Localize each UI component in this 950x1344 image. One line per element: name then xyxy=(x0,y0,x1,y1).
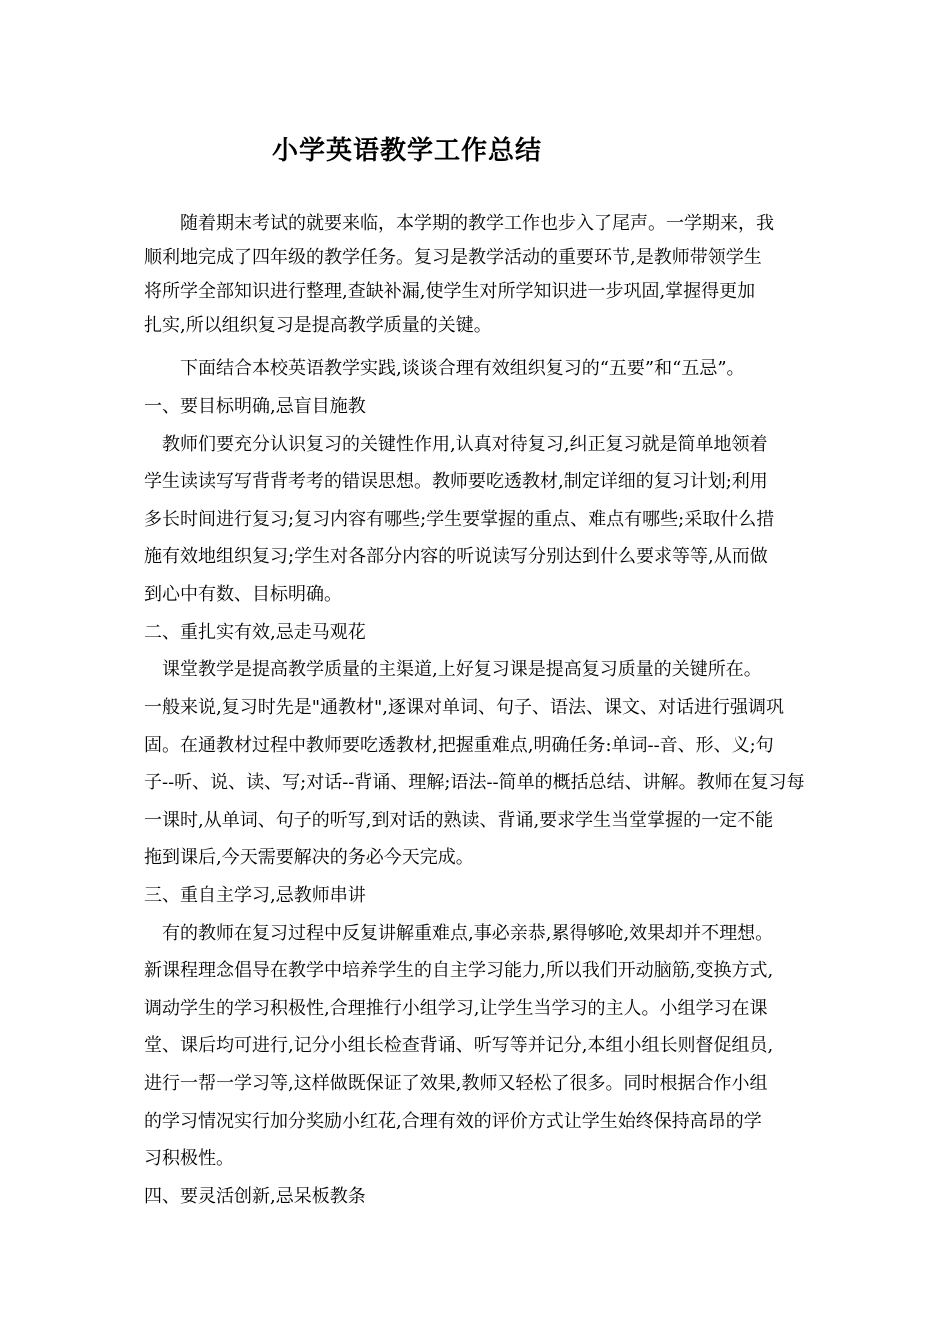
body-line: 进行一帮一学习等,这样做既保证了效果,教师又轻松了很多。同时根据合作小组 xyxy=(144,1073,768,1094)
section-heading: 一、要目标明确,忌盲目施教 xyxy=(144,396,366,417)
body-line: 随着期末考试的就要来临，本学期的教学工作也步入了尾声。一学期来，我 xyxy=(144,213,774,234)
body-line: 堂、课后均可进行,记分小组长检查背诵、听写等并记分,本组小组长则督促组员, xyxy=(144,1035,774,1056)
body-line: 学生读读写写背背考考的错误思想。教师要吃透教材,制定详细的复习计划;利用 xyxy=(144,471,768,492)
section-heading: 四、要灵活创新,忌呆板教条 xyxy=(144,1186,366,1207)
body-line: 扎实,所以组织复习是提高教学质量的关键。 xyxy=(144,315,492,336)
body-line: 调动学生的学习积极性,合理推行小组学习,让学生当学习的主人。小组学习在课 xyxy=(144,998,768,1019)
section-heading: 三、重自主学习,忌教师串讲 xyxy=(144,885,366,906)
body-line: 新课程理念倡导在教学中培养学生的自主学习能力,所以我们开动脑筋,变换方式, xyxy=(144,960,774,981)
document-title: 小学英语教学工作总结 xyxy=(272,136,543,166)
body-line: 有的教师在复习过程中反复讲解重难点,事必亲恭,累得够呛,效果却并不理想。 xyxy=(144,923,774,944)
body-line: 多长时间进行复习;复习内容有哪些;学生要掌握的重点、难点有哪些;采取什么措 xyxy=(144,509,775,530)
body-line: 到心中有数、目标明确。 xyxy=(144,584,342,605)
body-line: 一般来说,复习时先是"通教材",逐课对单词、句子、语法、课文、对话进行强调巩 xyxy=(144,697,784,718)
body-line: 拖到课后,今天需要解决的务必今天完成。 xyxy=(144,847,474,868)
body-line: 的学习情况实行加分奖励小红花,合理有效的评价方式让学生始终保持高昂的学 xyxy=(144,1111,762,1132)
body-line: 一课时,从单词、句子的听写,到对话的熟读、背诵,要求学生当堂掌握的一定不能 xyxy=(144,810,774,831)
body-line: 施有效地组织复习;学生对各部分内容的听说读写分别达到什么要求等等,从而做 xyxy=(144,546,768,567)
body-line: 教师们要充分认识复习的关键性作用,认真对待复习,纠正复习就是简单地领着 xyxy=(144,434,768,455)
body-line: 顺利地完成了四年级的教学任务。复习是教学活动的重要环节,是教师带领学生 xyxy=(144,247,762,268)
section-heading: 二、重扎实有效,忌走马观花 xyxy=(144,622,366,643)
body-line: 固。在通教材过程中教师要吃透教材,把握重难点,明确任务:单词--音、形、义;句 xyxy=(144,735,774,756)
body-line: 课堂教学是提高教学质量的主渠道,上好复习课是提高复习质量的关键所在。 xyxy=(144,659,762,680)
body-line: 习积极性。 xyxy=(144,1148,234,1169)
body-line: 子--听、说、读、写;对话--背诵、理解;语法--简单的概括总结、讲解。教师在复习每 xyxy=(144,772,805,793)
body-line: 下面结合本校英语教学实践,谈谈合理有效组织复习的“五要”和“五忌”。 xyxy=(144,358,745,379)
body-line: 将所学全部知识进行整理,查缺补漏,使学生对所学知识进一步巩固,掌握得更加 xyxy=(144,281,756,302)
